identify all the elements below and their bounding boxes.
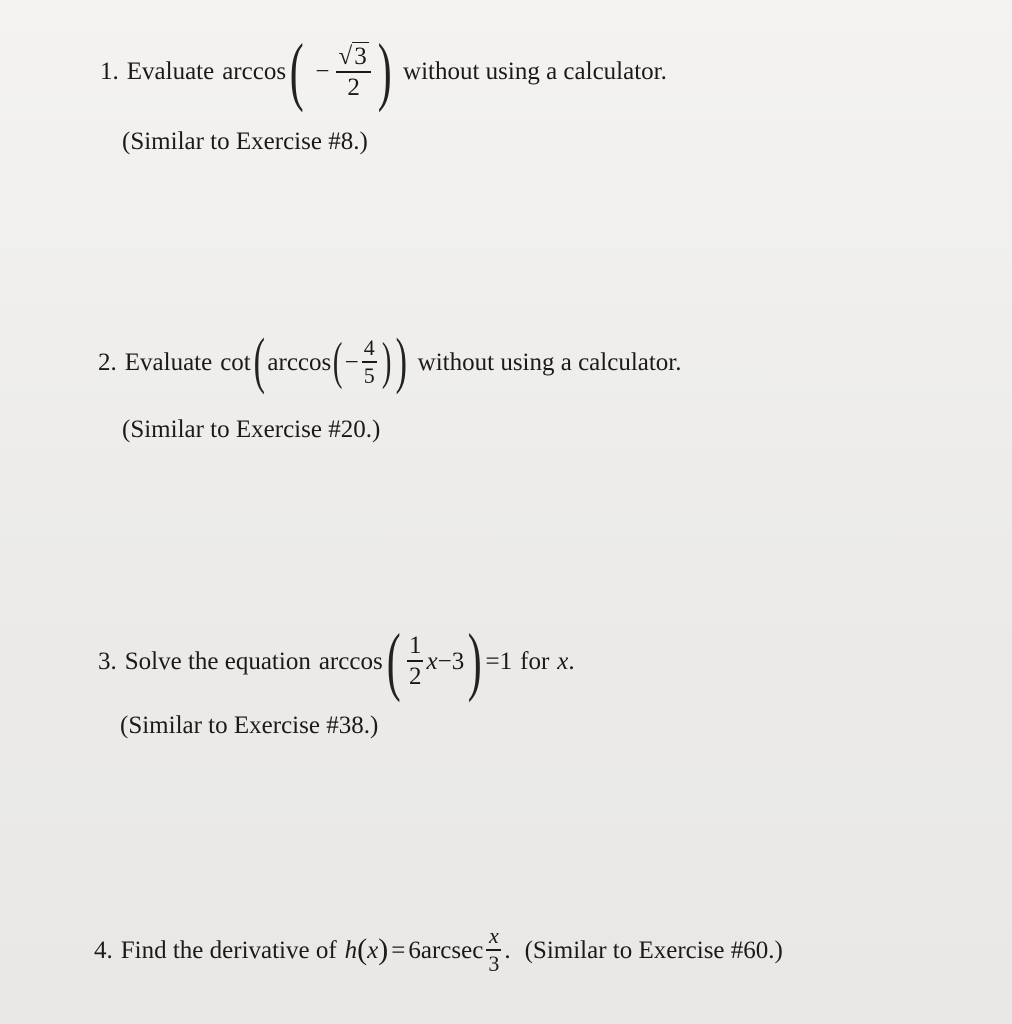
equals: = — [391, 936, 406, 964]
inner-right-paren: ) — [381, 333, 392, 391]
problem-4-period: . — [504, 936, 511, 964]
paren-open: ( — [357, 933, 368, 966]
paren-close: ) — [378, 933, 389, 966]
problem-1-func: arccos — [222, 57, 287, 85]
problem-1-tail: without using a calculator. — [403, 57, 667, 85]
problem-3-tail-var: x — [557, 647, 569, 675]
numerator: 4 — [363, 335, 375, 361]
problem-2-verb: Evaluate — [124, 348, 213, 376]
denominator: 2 — [408, 662, 422, 690]
numerator: x — [488, 923, 499, 949]
problem-1-fraction — [336, 42, 370, 100]
left-paren: ( — [386, 618, 401, 703]
radical-sign: √ — [338, 43, 353, 71]
problem-3-fraction — [407, 633, 424, 689]
problem-1-sign: − — [315, 57, 330, 85]
problem-3-period: . — [568, 647, 575, 675]
problem-4-fraction — [486, 925, 501, 975]
problem-3-number: 3. — [98, 647, 117, 675]
denominator: 3 — [488, 950, 500, 976]
variable-x: x — [426, 647, 438, 675]
sqrt-numerator: √ 3 — [338, 43, 367, 71]
problem-2 — [98, 320, 682, 404]
problem-3-for: for — [520, 647, 550, 675]
denominator: 2 — [347, 73, 360, 101]
problem-2-outer-func: cot — [220, 348, 251, 376]
function-name: h — [344, 936, 358, 964]
inner-left-paren: ( — [333, 333, 343, 391]
problem-3-func: arccos — [318, 647, 383, 675]
problem-2-fraction — [362, 337, 377, 387]
minus-term: −3 — [437, 647, 465, 675]
problem-1 — [100, 18, 667, 124]
problem-4-text: Find the derivative of — [120, 936, 337, 964]
problem-4-number: 4. — [94, 936, 113, 964]
problem-4-note: (Similar to Exercise #60.) — [524, 936, 783, 964]
problem-3-note: (Similar to Exercise #38.) — [120, 712, 379, 739]
outer-left-paren: ( — [253, 327, 265, 396]
problem-2-func: arccos — [267, 348, 332, 376]
coefficient-func: 6arcsec — [408, 936, 484, 964]
problem-2-tail: without using a calculator. — [417, 348, 682, 376]
problem-4 — [94, 914, 783, 986]
right-paren: ) — [377, 28, 392, 113]
problem-2-sign: − — [344, 348, 359, 376]
problem-1-number: 1. — [100, 57, 119, 85]
outer-right-paren: ) — [395, 327, 408, 396]
denominator: 5 — [363, 362, 375, 388]
numerator: 1 — [408, 632, 422, 660]
problem-1-note: (Similar to Exercise #8.) — [122, 128, 368, 155]
variable-x: x — [367, 936, 379, 964]
right-paren: ) — [467, 618, 482, 703]
problem-3-verb: Solve the equation — [124, 647, 311, 675]
problem-2-note: (Similar to Exercise #20.) — [122, 416, 381, 443]
problem-3 — [98, 616, 575, 706]
problem-2-number: 2. — [98, 348, 117, 376]
left-paren: ( — [289, 28, 304, 113]
rhs: =1 — [485, 647, 513, 675]
problem-1-verb: Evaluate — [126, 57, 215, 85]
